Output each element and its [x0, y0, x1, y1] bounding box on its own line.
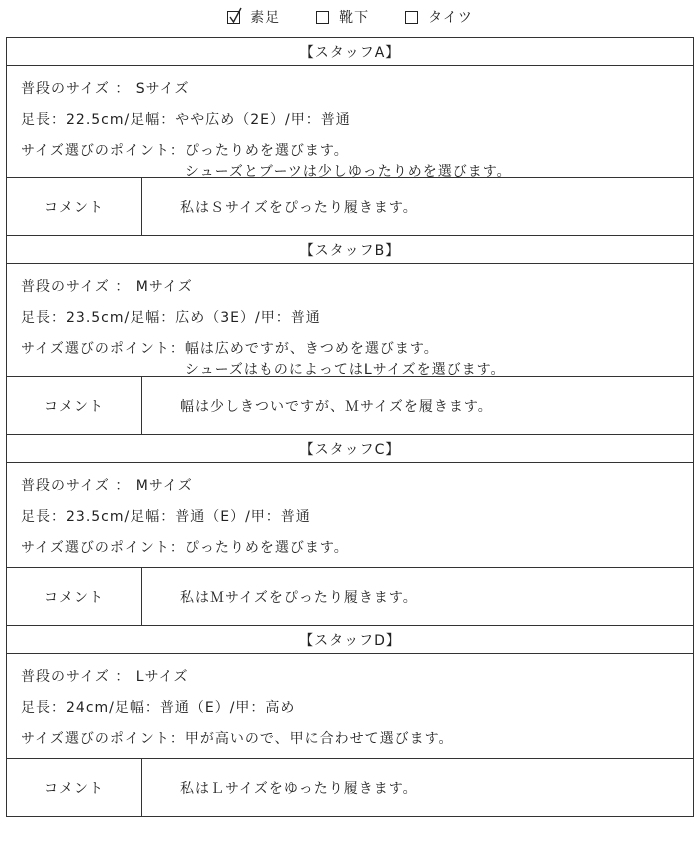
unchecked-checkbox-icon	[316, 11, 329, 24]
staff-info	[7, 654, 693, 759]
comment-label: コメント	[7, 178, 142, 235]
size-point	[21, 724, 679, 755]
legend-item-socks	[316, 7, 369, 27]
foot-measurements: 足長：23.5cm/足幅：普通（E）/甲：普通	[21, 509, 311, 525]
staff-header: 【スタッフB】	[7, 236, 693, 264]
usual-size: 普段のサイズ ： Mサイズ	[21, 478, 193, 494]
comment-row	[7, 759, 693, 817]
size-point-label: サイズ選びのポイント：	[21, 540, 185, 556]
foot-measurements: 足長：24cm/足幅：普通（E）/甲：高め	[21, 700, 296, 716]
foot-measurements: 足長：23.5cm/足幅：広め（3E）/甲：普通	[21, 310, 321, 326]
comment-row	[7, 178, 693, 236]
checked-checkbox-icon	[227, 11, 240, 24]
usual-size: 普段のサイズ ： Sサイズ	[21, 81, 190, 97]
comment-text: 私はＳサイズをぴったり履きます。	[180, 199, 418, 216]
size-point-text: ぴったりめを選びます。	[184, 143, 349, 159]
staff-header: 【スタッフD】	[7, 626, 693, 654]
unchecked-checkbox-icon	[405, 11, 418, 24]
staff-info	[7, 66, 693, 178]
sock-type-legend	[0, 0, 700, 34]
staff-info	[7, 264, 693, 377]
comment-label: コメント	[7, 377, 142, 434]
staff-size-table	[6, 37, 694, 817]
usual-size: 普段のサイズ ： Lサイズ	[21, 669, 189, 685]
comment-label: コメント	[7, 759, 142, 816]
legend-label: 靴下	[339, 10, 370, 26]
comment-label: コメント	[7, 568, 142, 625]
size-point-label: サイズ選びのポイント：	[21, 341, 185, 357]
staff-header: 【スタッフA】	[7, 38, 693, 66]
foot-measurements: 足長：22.5cm/足幅：やや広め（2E）/甲：普通	[21, 112, 351, 128]
size-point	[21, 334, 679, 381]
size-point-label: サイズ選びのポイント：	[21, 731, 185, 747]
comment-text: 私はＭサイズをぴったり履きます。	[180, 589, 418, 606]
size-point-text: 甲が高いので、甲に合わせて選びます。	[184, 731, 454, 747]
size-point-text: ぴったりめを選びます。	[184, 540, 349, 556]
size-point-text: シューズとブーツは少しゆったりめを選びます。	[184, 164, 512, 180]
staff-info	[7, 463, 693, 568]
comment-text: 私はＬサイズをゆったり履きます。	[180, 780, 418, 797]
usual-size: 普段のサイズ ： Mサイズ	[21, 279, 193, 295]
staff-header: 【スタッフC】	[7, 435, 693, 463]
comment-row	[7, 377, 693, 435]
size-point-text: シューズはものによってはLサイズを選びます。	[184, 362, 506, 378]
legend-item-barefoot	[227, 7, 280, 27]
size-point-label: サイズ選びのポイント：	[21, 143, 185, 159]
comment-text: 幅は少しきついですが、Ｍサイズを履きます。	[180, 398, 493, 415]
legend-label: 素足	[250, 10, 281, 26]
size-point-text: 幅は広めですが、きつめを選びます。	[184, 341, 439, 357]
legend-label: タイツ	[428, 10, 473, 26]
size-point	[21, 533, 679, 564]
legend-item-tights	[405, 7, 473, 27]
comment-row	[7, 568, 693, 626]
size-point	[21, 136, 679, 183]
